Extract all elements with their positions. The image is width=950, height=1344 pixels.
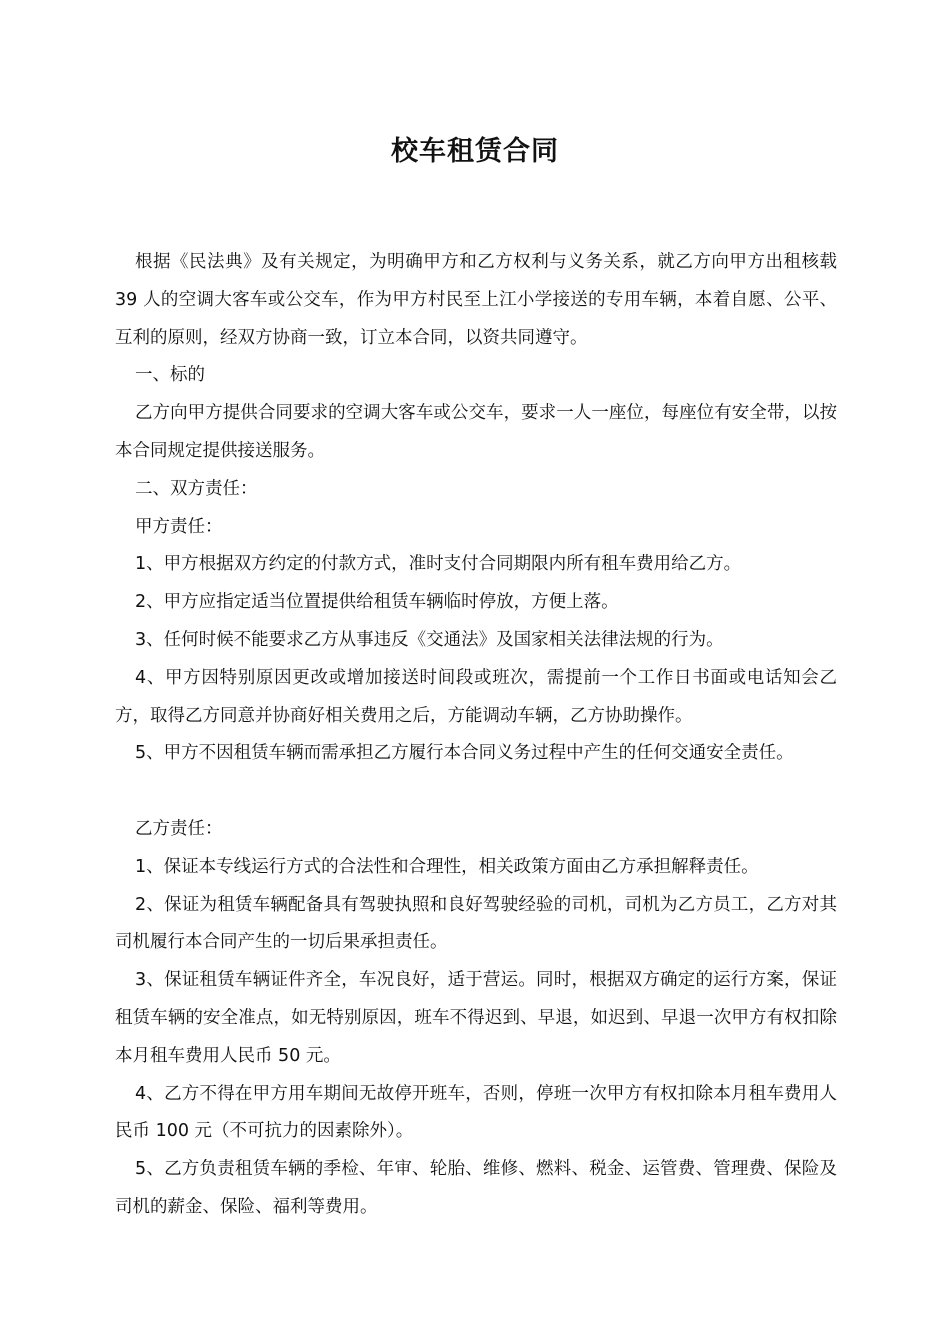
list-item: 3、任何时候不能要求乙方从事违反《交通法》及国家相关法律法规的行为。 (135, 629, 724, 650)
list-item: 3、保证租赁车辆证件齐全，车况良好，适于营运。同时，根据双方确定的运行方案，保证租赁车辆的安全准点，如无特别原因，班车不得迟到、早退，如迟到、早退一次甲方有权扣除本月租车费用人民币 50 元。 (115, 970, 837, 1066)
blank-line (115, 773, 837, 811)
paragraph: 乙方向甲方提供合同要求的空调大客车或公交车，要求一人一座位，每座位有安全带，以按本合同规定提供接送服务。 (115, 403, 837, 461)
subsection-heading: 甲方责任： (135, 516, 223, 537)
list-item: 4、甲方因特别原因更改或增加接送时间段或班次，需提前一个工作日书面或电话知会乙方，取得乙方同意并协商好相关费用之后，方能调动车辆，乙方协助操作。 (115, 667, 837, 726)
list-item: 5、甲方不因租赁车辆而需承担乙方履行本合同义务过程中产生的任何交通安全责任。 (135, 743, 794, 764)
section-heading: 一、标的 (135, 365, 205, 386)
document-title: 校车租赁合同 (391, 136, 559, 167)
list-item: 2、保证为租赁车辆配备具有驾驶执照和良好驾驶经验的司机，司机为乙方员工，乙方对其司机履行本合同产生的一切后果承担责任。 (115, 894, 837, 953)
list-item: 1、保证本专线运行方式的合法性和合理性，相关政策方面由乙方承担解释责任。 (135, 856, 759, 877)
list-item: 1、甲方根据双方约定的付款方式，准时支付合同期限内所有租车费用给乙方。 (135, 554, 742, 575)
subsection-heading: 乙方责任： (135, 818, 223, 839)
document-body (115, 244, 837, 1227)
list-item: 4、乙方不得在甲方用车期间无故停开班车，否则，停班一次甲方有权扣除本月租车费用人民币 100 元（不可抗力的因素除外）。 (115, 1083, 837, 1142)
section-heading: 二、双方责任： (135, 478, 258, 499)
list-item: 2、甲方应指定适当位置提供给租赁车辆临时停放，方便上落。 (135, 592, 619, 613)
list-item: 5、乙方负责租赁车辆的季检、年审、轮胎、维修、燃料、税金、运管费、管理费、保险及司机的薪金、保险、福利等费用。 (115, 1159, 837, 1217)
intro-paragraph: 根据《民法典》及有关规定，为明确甲方和乙方权利与义务关系，就乙方向甲方出租核载 39 人的空调大客车或公交车，作为甲方村民至上江小学接送的专用车辆，本着自愿、公平、互利的原则，经双方协商一致，订立本合同，以资共同遵守。 (115, 252, 837, 348)
